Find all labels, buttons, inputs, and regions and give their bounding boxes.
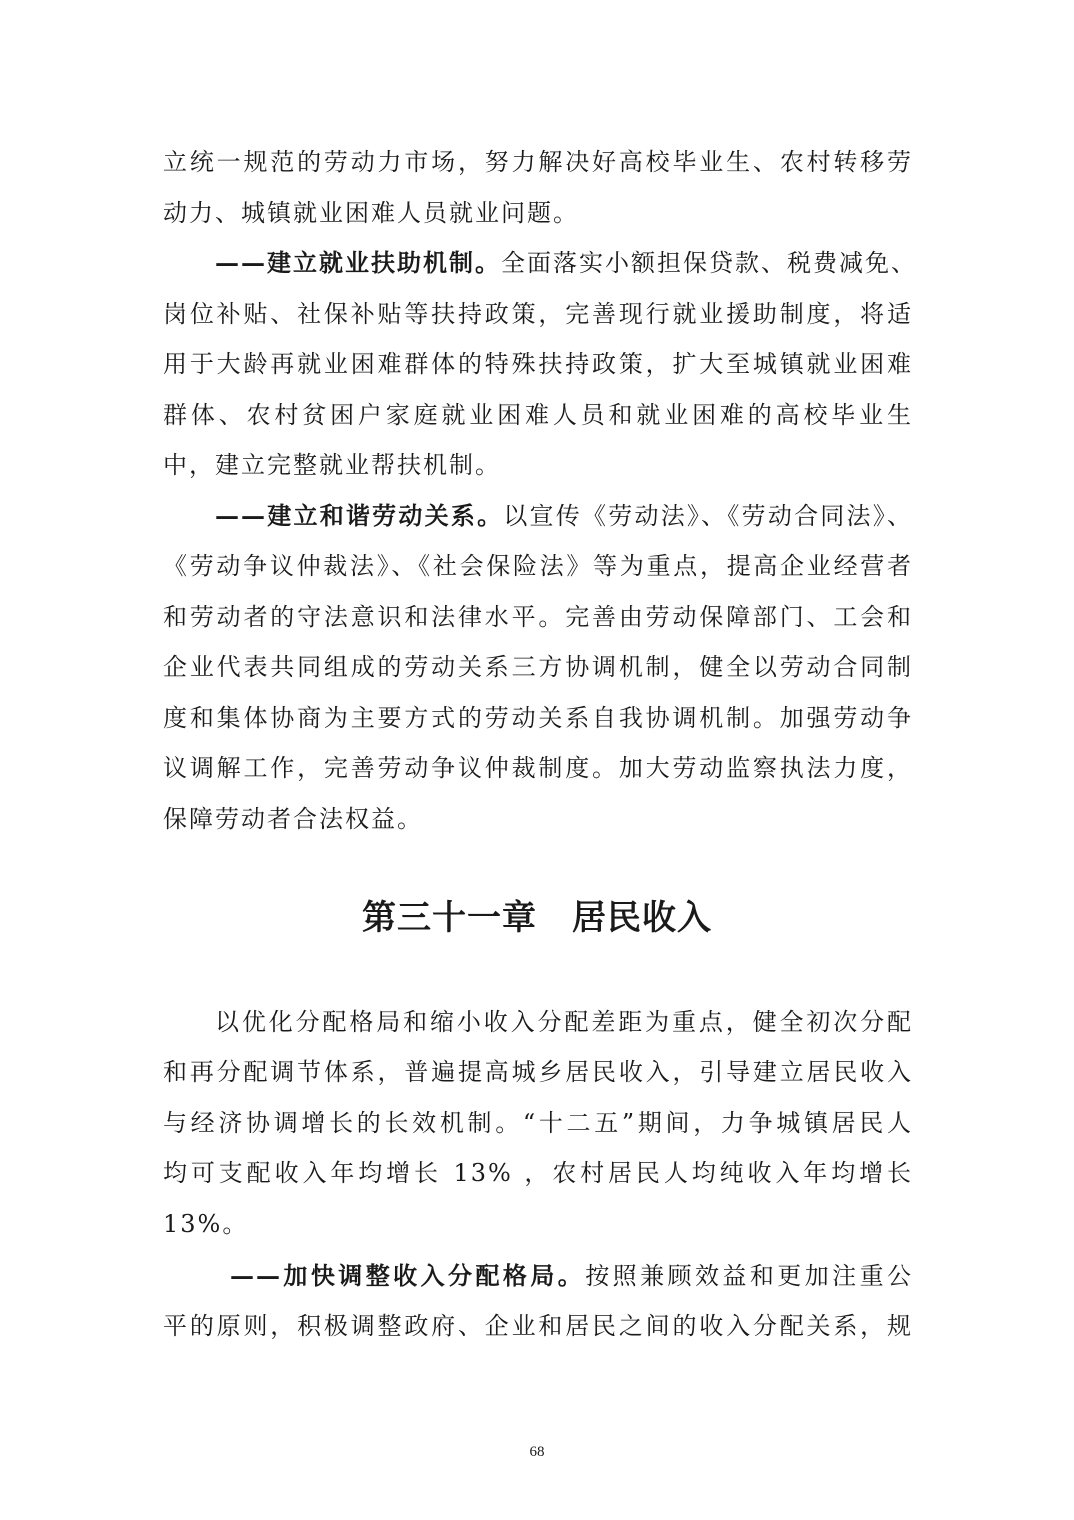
text-line: 动力、城镇就业困难人员就业问题。 <box>163 199 579 227</box>
text-line <box>215 496 913 536</box>
section-heading: ——建立就业扶助机制。 <box>215 248 501 277</box>
text-span: 全面落实小额担保贷款、税费减免、 <box>501 249 917 277</box>
text-line: 用于大龄再就业困难群体的特殊扶持政策，扩大至城镇就业困难 <box>163 350 913 378</box>
text-line: 岗位补贴、社保补贴等扶持政策，完善现行就业援助制度，将适 <box>163 300 913 328</box>
text-line: 以优化分配格局和缩小收入分配差距为重点，健全初次分配 <box>215 1008 913 1036</box>
text-line <box>215 243 917 283</box>
text-line: 企业代表共同组成的劳动关系三方协调机制，健全以劳动合同制 <box>163 653 913 681</box>
text-line: 议调解工作，完善劳动争议仲裁制度。加大劳动监察执法力度， <box>163 754 913 782</box>
text-line: 保障劳动者合法权益。 <box>163 805 423 833</box>
section-heading: ——建立和谐劳动关系。 <box>215 501 504 530</box>
text-span: 按照兼顾效益和更加注重公 <box>585 1262 914 1290</box>
text-line: 平的原则，积极调整政府、企业和居民之间的收入分配关系，规 <box>163 1312 913 1340</box>
chapter-title: 第三十一章 居民收入 <box>362 898 712 938</box>
text-line: 度和集体协商为主要方式的劳动关系自我协调机制。加强劳动争 <box>163 704 913 732</box>
text-line: 和劳动者的守法意识和法律水平。完善由劳动保障部门、工会和 <box>163 603 913 631</box>
text-line: 立统一规范的劳动力市场，努力解决好高校毕业生、农村转移劳 <box>163 148 913 176</box>
text-line <box>230 1256 913 1296</box>
text-span: 以宣传《劳动法》、《劳动合同法》、 <box>503 502 914 530</box>
text-line: 群体、农村贫困户家庭就业困难人员和就业困难的高校毕业生 <box>163 401 913 429</box>
page-number: 68 <box>529 1444 545 1460</box>
section-heading: ——加快调整收入分配格局。 <box>230 1261 586 1290</box>
text-line: 和再分配调节体系，普遍提高城乡居民收入，引导建立居民收入 <box>163 1058 913 1086</box>
text-line: 中，建立完整就业帮扶机制。 <box>163 451 501 479</box>
text-line: 均可支配收入年均增长 13% ，农村居民人均纯收入年均增长 <box>163 1159 913 1187</box>
text-line: 《劳动争议仲裁法》、《社会保险法》等为重点，提高企业经营者 <box>163 552 913 580</box>
text-line: 13%。 <box>163 1210 249 1238</box>
text-line: 与经济协调增长的长效机制。“十二五”期间，力争城镇居民人 <box>163 1109 913 1137</box>
